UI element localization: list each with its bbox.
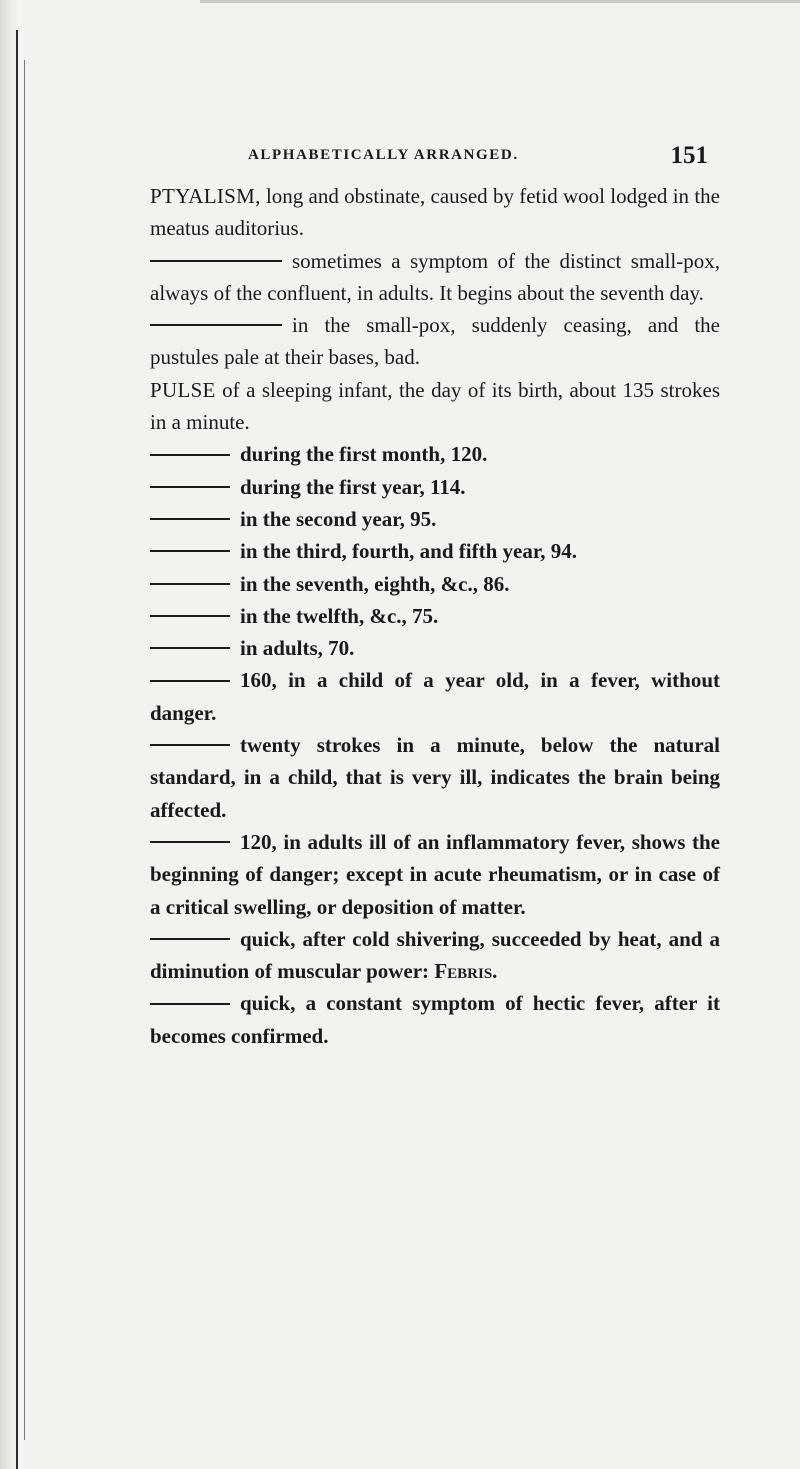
entry-text: in the seventh, eighth, &c., 86. [240, 571, 510, 596]
dictionary-body [150, 180, 720, 1052]
entry-text: in the second year, 95. [240, 506, 437, 531]
sub-entry [150, 568, 720, 600]
entry-text: long and obstinate, caused by fetid wool lodged in the meatus auditorius. [150, 184, 720, 241]
sub-entry [150, 664, 720, 729]
entry-text: in adults, 70. [240, 636, 355, 661]
entry-text: during the first year, 114. [240, 474, 466, 499]
sub-entry [150, 729, 720, 826]
sub-entry [150, 826, 720, 923]
ditto-dash [150, 583, 230, 585]
book-gutter [0, 0, 30, 1469]
sub-entry [150, 632, 720, 664]
ditto-dash [150, 615, 230, 617]
sub-entry [150, 471, 720, 503]
page-top-edge [200, 0, 800, 3]
ditto-dash [150, 550, 230, 552]
ditto-dash [150, 1003, 230, 1005]
ditto-dash [150, 518, 230, 520]
entry-text: in the small-pox, suddenly ceasing, and the pustules pale at their bases, bad. [150, 313, 720, 370]
ditto-dash [150, 486, 230, 488]
ditto-dash [150, 260, 282, 262]
entry-text: in the twelfth, &c., 75. [240, 603, 439, 628]
entry-text: quick, a constant symptom of hectic fever, after it becomes confirmed. [150, 991, 720, 1048]
entry-text: twenty strokes in a minute, below the natural standard, in a child, that is very ill, indicates the brain being affected. [150, 733, 720, 822]
entry-ptyalism [150, 180, 720, 245]
sub-entry [150, 245, 720, 310]
entry-pulse [150, 374, 720, 439]
ditto-dash [150, 680, 230, 682]
ditto-dash [150, 938, 230, 940]
sub-entry [150, 438, 720, 470]
entry-text: 160, in a child of a year old, in a fever, without danger. [150, 668, 720, 725]
entry-text: in the third, fourth, and fifth year, 94. [240, 539, 577, 564]
entry-text: 120, in adults ill of an inflammatory fever, shows the beginning of danger; except in acute rheumatism, or in case of a critical swelling, or deposition of matter. [150, 829, 720, 919]
entry-term: PTYALISM, [150, 184, 261, 208]
gutter-rule-thin [24, 60, 25, 1440]
sub-entry [150, 987, 720, 1052]
ditto-dash [150, 324, 282, 326]
ditto-dash [150, 841, 230, 843]
ditto-dash [150, 744, 230, 746]
sub-entry [150, 923, 720, 988]
entry-text: sometimes a symptom of the distinct small-pox, always of the confluent, in adults. It begins about the seventh day. [150, 248, 720, 305]
gutter-rule [16, 30, 18, 1469]
entry-text: during the first month, 120. [240, 442, 488, 467]
running-head: ALPHABETICALLY ARRANGED. [248, 147, 519, 163]
sub-entry [150, 503, 720, 535]
sub-entry [150, 535, 720, 567]
page-header [238, 142, 708, 178]
entry-text: of a sleeping infant, the day of its birth, about 135 strokes in a minute. [150, 377, 720, 435]
page-number: 151 [670, 142, 708, 169]
entry-term: PULSE [150, 377, 216, 402]
ditto-dash [150, 454, 230, 456]
entry-text: quick, after cold shivering, succeeded by heat, and a diminution of muscular power: [150, 926, 720, 984]
cross-reference: Febris. [434, 959, 498, 984]
sub-entry [150, 600, 720, 632]
sub-entry [150, 309, 720, 374]
ditto-dash [150, 647, 230, 649]
